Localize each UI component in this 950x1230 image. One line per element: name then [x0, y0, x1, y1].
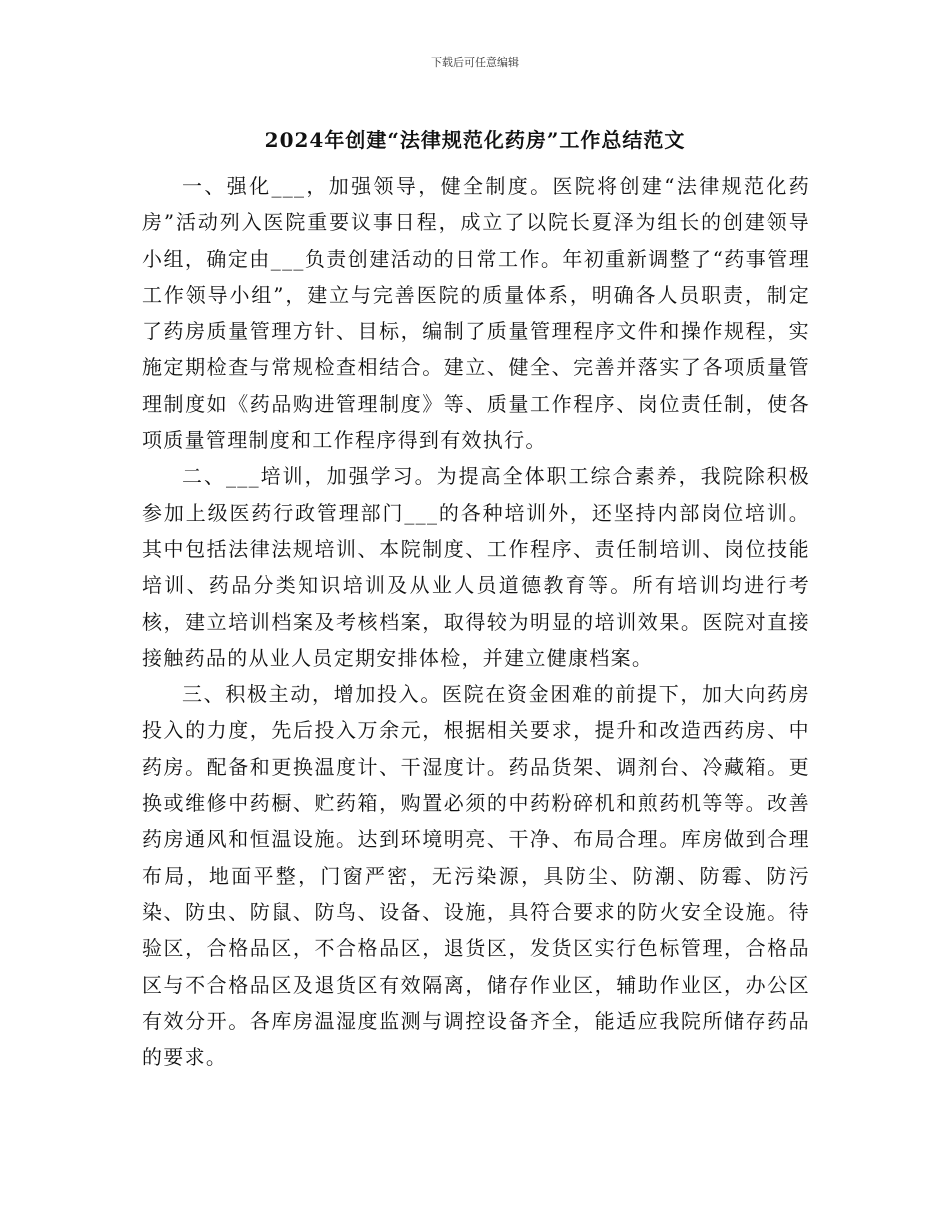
paragraph-2: 二、___培训，加强学习。为提高全体职工综合素养，我院除积极参加上级医药行政管理部门___的各种培训外，还坚持内部岗位培训。其中包括法律法规培训、本院制度、工作程序、责任制培训、岗位技能培训、药品分类知识培训及从业人员道德教育等。所有培训均进行考核，建立培训档案及考核档案，取得较为明显的培训效果。医院对直接接触药品的从业人员定期安排体检，并建立健康档案。	[142, 464, 810, 670]
header-note: 下载后可任意编辑	[431, 56, 519, 69]
paragraph-3: 三、积极主动，增加投入。医院在资金困难的前提下，加大向药房投入的力度，先后投入万余元，根据相关要求，提升和改造西药房、中药房。配备和更换温度计、干湿度计。药品货架、调剂台、冷藏箱。更换或维修中药橱、贮药箱，购置必须的中药粉碎机和煎药机等等。改善药房通风和恒温设施。达到环境明亮、干净、布局合理。库房做到合理布局，地面平整，门窗严密，无污染源，具防尘、防潮、防霉、防污染、防虫、防鼠、防鸟、设备、设施，具符合要求的防火安全设施。待验区，合格品区，不合格品区，退货区，发货区实行色标管理，合格品区与不合格品区及退货区有效隔离，储存作业区，辅助作业区，办公区有效分开。各库房温湿度监测与调控设备齐全，能适应我院所储存药品的要求。	[142, 682, 810, 1070]
paragraph-1: 一、强化___，加强领导，健全制度。医院将创建“法律规范化药房”活动列入医院重要议事日程，成立了以院长夏泽为组长的创建领导小组，确定由___负责创建活动的日常工作。年初重新调整了“药事管理工作领导小组”，建立与完善医院的质量体系，明确各人员职责，制定了药房质量管理方针、目标，编制了质量管理程序文件和操作规程，实施定期检查与常规检查相结合。建立、健全、完善并落实了各项质量管理制度如《药品购进管理制度》等、质量工作程序、岗位责任制，使各项质量管理制度和工作程序得到有效执行。	[142, 174, 810, 453]
document-body	[142, 168, 810, 1075]
document-title: 2024年创建“法律规范化药房”工作总结范文	[264, 128, 686, 152]
